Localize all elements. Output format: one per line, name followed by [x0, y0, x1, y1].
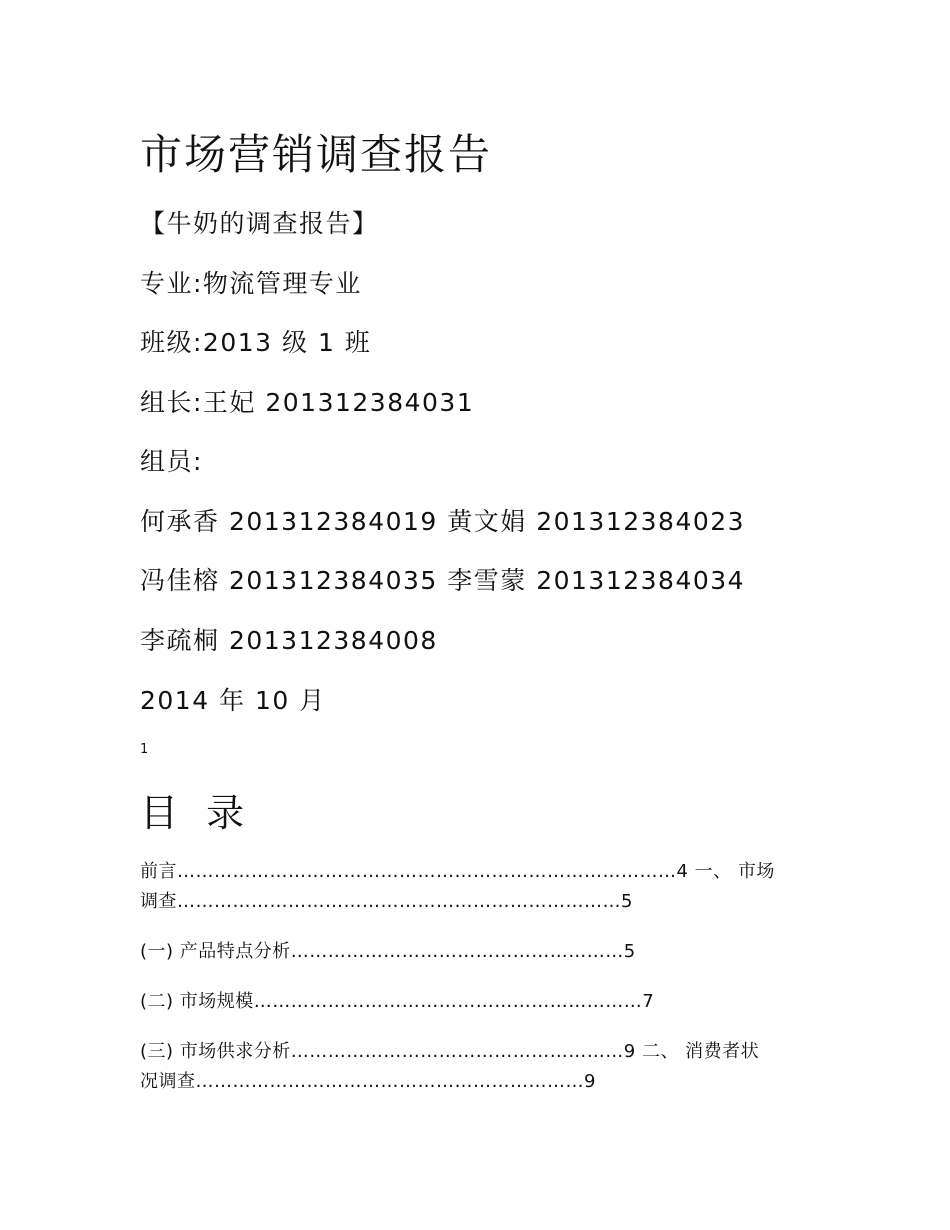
toc-entry: (二) 市场规模………………………………………………………7 [140, 991, 655, 1012]
toc-entry: (三) 市场供求分析………………………………………………9 二、 消费者状 [140, 1041, 760, 1062]
class-line: 班级:2013 级 1 班 [140, 328, 372, 357]
date-line: 2014 年 10 月 [140, 686, 326, 715]
toc-entry: 况调查………………………………………………………9 [140, 1071, 596, 1092]
members-line-1: 何承香 201312384019 黄文娟 201312384023 [140, 507, 746, 536]
page-number: 1 [140, 742, 149, 757]
leader-line: 组长:王妃 201312384031 [140, 388, 475, 417]
toc-entry: (一) 产品特点分析………………………………………………5 [140, 941, 636, 962]
toc-entry: 调查………………………………………………………………5 [140, 891, 633, 912]
members-line-2: 冯佳榕 201312384035 李雪蒙 201312384034 [140, 566, 746, 595]
major-line: 专业:物流管理专业 [140, 269, 362, 298]
toc-entry: 前言………………………………………………………………………4 一、 市场 [140, 861, 775, 882]
members-label: 组员: [140, 447, 203, 476]
report-subtitle: 【牛奶的调查报告】 [140, 209, 379, 238]
report-title: 市场营销调查报告 [140, 130, 493, 179]
toc-title: 目 录 [140, 791, 253, 835]
members-line-3: 李疏桐 201312384008 [140, 626, 438, 655]
